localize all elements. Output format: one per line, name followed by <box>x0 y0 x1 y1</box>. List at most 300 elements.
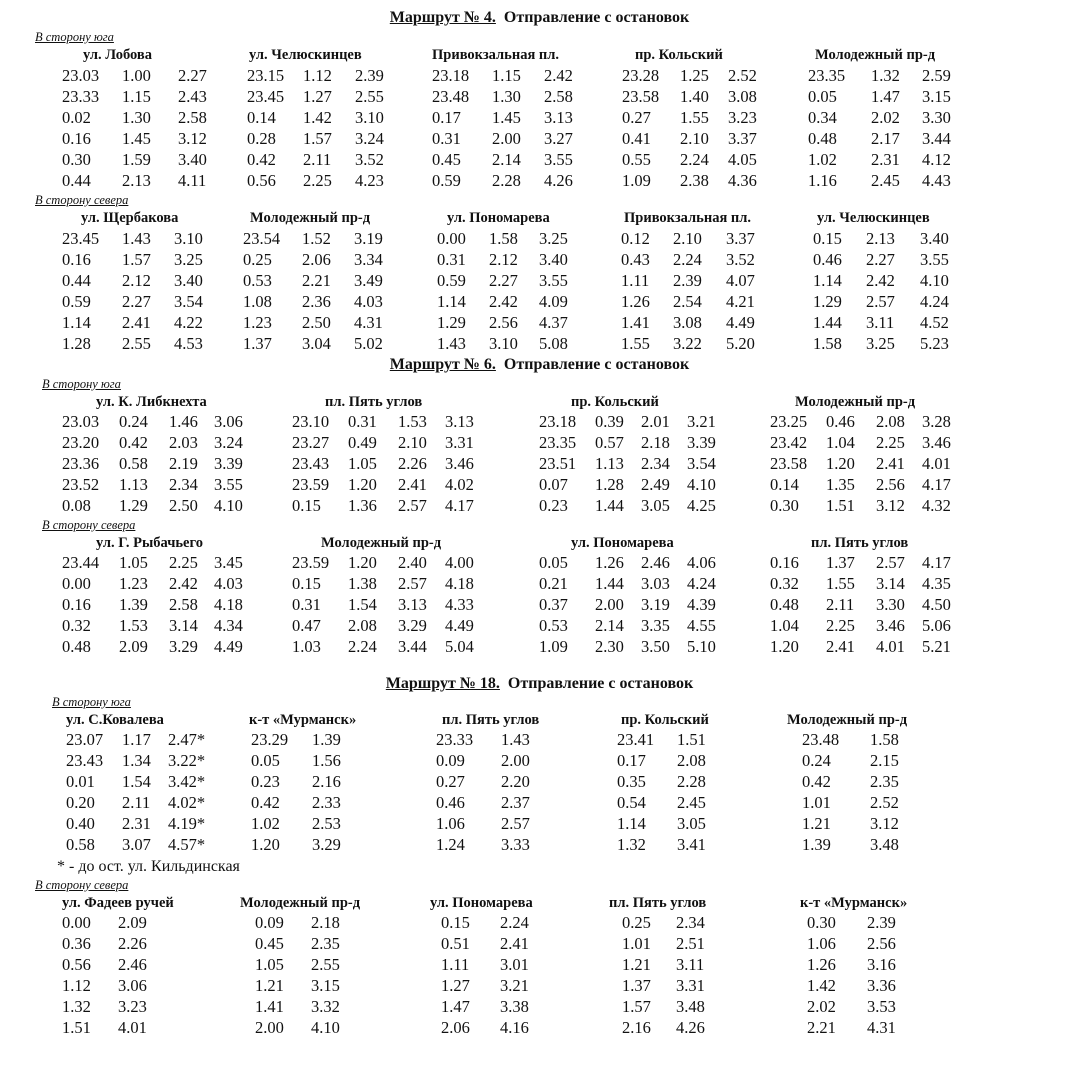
departure-time: 1.06 <box>436 814 465 833</box>
stop-name: Молодежный пр-д <box>795 394 916 410</box>
departure-time: 23.28 <box>622 66 660 85</box>
departure-time: 1.08 <box>243 292 272 311</box>
route-number: Маршрут № 18. <box>385 675 500 692</box>
departure-time: 0.51 <box>441 934 470 953</box>
departure-time: 1.57 <box>622 997 651 1016</box>
time-row <box>0 412 1079 433</box>
departure-time: 1.39 <box>802 835 831 854</box>
departure-time: 1.15 <box>492 66 521 85</box>
departure-time: 3.31 <box>676 976 705 995</box>
departure-time: 0.15 <box>292 496 321 515</box>
departure-time: 3.38 <box>500 997 529 1016</box>
departure-time: 2.27 <box>489 271 518 290</box>
departure-time: 2.52 <box>728 66 757 85</box>
departure-time: 1.15 <box>122 87 151 106</box>
departure-time: 0.25 <box>243 250 272 269</box>
departure-time: 0.00 <box>437 229 466 248</box>
departure-time: 1.26 <box>807 955 836 974</box>
departure-time: 2.06 <box>302 250 331 269</box>
departure-time: 2.47* <box>168 730 206 749</box>
departure-time: 3.15 <box>922 87 951 106</box>
departure-time: 23.41 <box>617 730 655 749</box>
departure-time: 3.23 <box>118 997 147 1016</box>
departure-time: 0.30 <box>807 913 836 932</box>
departure-time: 0.17 <box>617 751 646 770</box>
departure-time: 0.14 <box>247 108 276 127</box>
departure-time: 23.18 <box>539 412 577 431</box>
departure-time: 1.20 <box>348 475 377 494</box>
departure-time: 2.21 <box>807 1018 836 1037</box>
departure-time: 3.33 <box>501 835 530 854</box>
departure-time: 1.20 <box>348 553 377 572</box>
departure-time: 3.49 <box>354 271 383 290</box>
time-row <box>0 250 1079 271</box>
departure-time: 0.57 <box>595 433 624 452</box>
departure-time: 2.10 <box>673 229 702 248</box>
stop-name: ул. Г. Рыбачьего <box>96 535 203 551</box>
departure-time: 4.11 <box>178 171 207 190</box>
departure-time: 2.57 <box>398 574 427 593</box>
departure-time: 2.19 <box>169 454 198 473</box>
time-row <box>0 751 1079 772</box>
departure-time: 2.40 <box>398 553 427 572</box>
departure-time: 3.53 <box>867 997 896 1016</box>
departure-time: 1.11 <box>621 271 650 290</box>
stop-name: пр. Кольский <box>571 394 659 410</box>
direction-label: В сторону севера <box>42 518 136 532</box>
departure-time: 1.01 <box>802 793 831 812</box>
departure-time: 0.24 <box>802 751 831 770</box>
departure-time: 2.49 <box>641 475 670 494</box>
departure-time: 3.06 <box>118 976 147 995</box>
departure-time: 1.41 <box>621 313 650 332</box>
departure-time: 3.15 <box>311 976 340 995</box>
departure-time: 1.37 <box>243 334 272 353</box>
departure-time: 1.23 <box>119 574 148 593</box>
departure-time: 2.42 <box>489 292 518 311</box>
departure-time: 0.48 <box>808 129 837 148</box>
departure-time: 1.21 <box>802 814 831 833</box>
departure-time: 2.21 <box>302 271 331 290</box>
departure-time: 0.23 <box>539 496 568 515</box>
departure-time: 23.48 <box>802 730 840 749</box>
departure-time: 2.56 <box>876 475 905 494</box>
departure-time: 1.29 <box>437 313 466 332</box>
departure-time: 1.47 <box>871 87 900 106</box>
departure-time: 2.27 <box>178 66 207 85</box>
departure-time: 3.13 <box>544 108 573 127</box>
departure-time: 2.45 <box>677 793 706 812</box>
departure-time: 2.15 <box>870 751 899 770</box>
departure-time: 1.20 <box>826 454 855 473</box>
departure-time: 23.25 <box>770 412 808 431</box>
departure-time: 3.14 <box>876 574 905 593</box>
departure-time: 4.10 <box>311 1018 340 1037</box>
departure-time: 3.22 <box>673 334 702 353</box>
departure-time: 3.19 <box>641 595 670 614</box>
direction-label: В сторону севера <box>35 878 129 892</box>
departure-time: 2.45 <box>871 171 900 190</box>
departure-time: 23.48 <box>432 87 470 106</box>
departure-time: 4.39 <box>687 595 716 614</box>
departure-time: 5.08 <box>539 334 568 353</box>
departure-time: 3.46 <box>445 454 474 473</box>
departure-time: 23.45 <box>62 229 100 248</box>
departure-time: 0.36 <box>62 934 91 953</box>
departure-time: 3.55 <box>544 150 573 169</box>
departure-time: 2.14 <box>492 150 521 169</box>
route-number: Маршрут № 6. <box>389 356 496 373</box>
departure-time: 23.33 <box>436 730 474 749</box>
departure-time: 4.23 <box>355 171 384 190</box>
time-row <box>0 616 1079 637</box>
time-row <box>0 637 1079 658</box>
departure-time: 1.28 <box>62 334 91 353</box>
departure-time: 4.03 <box>354 292 383 311</box>
departure-time: 0.58 <box>66 835 95 854</box>
stop-name: Привокзальная пл. <box>432 47 560 63</box>
departure-time: 0.32 <box>62 616 91 635</box>
departure-time: 2.43 <box>178 87 207 106</box>
stop-name: ул. Челюскинцев <box>249 47 362 63</box>
departure-time: 1.46 <box>169 412 198 431</box>
departure-time: 1.17 <box>122 730 151 749</box>
departure-time: 3.31 <box>445 433 474 452</box>
departure-time: 2.42 <box>169 574 198 593</box>
departure-time: 1.54 <box>122 772 151 791</box>
departure-time: 4.49 <box>445 616 474 635</box>
departure-time: 1.05 <box>255 955 284 974</box>
departure-time: 0.42 <box>247 150 276 169</box>
departure-time: 1.03 <box>292 637 321 656</box>
departure-time: 1.27 <box>303 87 332 106</box>
stop-name: к-т «Мурманск» <box>249 712 357 728</box>
departure-time: 2.28 <box>492 171 521 190</box>
departure-time: 0.16 <box>62 595 91 614</box>
departure-time: 3.05 <box>641 496 670 515</box>
departure-time: 23.43 <box>66 751 104 770</box>
departure-time: 3.32 <box>311 997 340 1016</box>
departure-time: 1.44 <box>813 313 842 332</box>
departure-time: 2.35 <box>311 934 340 953</box>
departure-time: 1.32 <box>617 835 646 854</box>
departure-time: 1.36 <box>348 496 377 515</box>
departure-time: 23.18 <box>432 66 470 85</box>
departure-time: 2.24 <box>673 250 702 269</box>
departure-time: 23.44 <box>62 553 100 572</box>
departure-time: 2.50 <box>302 313 331 332</box>
departure-time: 2.46 <box>641 553 670 572</box>
time-row <box>0 108 1079 129</box>
departure-time: 23.54 <box>243 229 281 248</box>
departure-time: 0.48 <box>770 595 799 614</box>
departure-time: 0.56 <box>247 171 276 190</box>
departure-time: 2.57 <box>866 292 895 311</box>
departure-time: 3.35 <box>641 616 670 635</box>
departure-time: 2.24 <box>500 913 529 932</box>
departure-time: 4.17 <box>445 496 474 515</box>
departure-time: 0.55 <box>622 150 651 169</box>
departure-time: 5.10 <box>687 637 716 656</box>
departure-time: 3.12 <box>178 129 207 148</box>
departure-time: 2.25 <box>169 553 198 572</box>
departure-time: 3.54 <box>174 292 203 311</box>
departure-time: 0.35 <box>617 772 646 791</box>
departure-time: 3.54 <box>687 454 716 473</box>
departure-time: 3.12 <box>876 496 905 515</box>
departure-time: 0.31 <box>292 595 321 614</box>
departure-time: 4.18 <box>445 574 474 593</box>
departure-time: 0.20 <box>66 793 95 812</box>
departure-time: 0.39 <box>595 412 624 431</box>
time-row <box>0 496 1079 517</box>
departure-time: 4.01 <box>876 637 905 656</box>
departure-time: 3.19 <box>354 229 383 248</box>
departure-time: 4.49 <box>726 313 755 332</box>
stop-name: Молодежный пр-д <box>321 535 442 551</box>
departure-time: 2.03 <box>169 433 198 452</box>
time-row <box>0 150 1079 171</box>
departure-time: 5.20 <box>726 334 755 353</box>
departure-time: 1.29 <box>813 292 842 311</box>
departure-time: 2.57 <box>876 553 905 572</box>
departure-time: 1.51 <box>62 1018 91 1037</box>
departure-time: 1.13 <box>595 454 624 473</box>
time-row <box>0 730 1079 751</box>
departure-time: 23.45 <box>247 87 285 106</box>
departure-time: 3.29 <box>312 835 341 854</box>
departure-time: 3.01 <box>500 955 529 974</box>
departure-time: 2.34 <box>169 475 198 494</box>
departure-time: 2.08 <box>348 616 377 635</box>
departure-time: 4.24 <box>920 292 949 311</box>
departure-time: 4.53 <box>174 334 203 353</box>
departure-time: 1.09 <box>622 171 651 190</box>
departure-time: 3.25 <box>866 334 895 353</box>
departure-time: 1.45 <box>122 129 151 148</box>
departure-time: 1.44 <box>595 574 624 593</box>
departure-time: 0.31 <box>437 250 466 269</box>
departure-time: 1.28 <box>595 475 624 494</box>
departure-time: 23.51 <box>539 454 577 473</box>
departure-time: 2.55 <box>311 955 340 974</box>
departure-time: 0.24 <box>119 412 148 431</box>
departure-time: 1.39 <box>119 595 148 614</box>
departure-time: 3.55 <box>539 271 568 290</box>
departure-time: 5.23 <box>920 334 949 353</box>
departure-time: 1.21 <box>622 955 651 974</box>
time-row <box>0 913 1079 934</box>
departure-time: 3.07 <box>122 835 151 854</box>
departure-time: 1.27 <box>441 976 470 995</box>
departure-time: 4.00 <box>445 553 474 572</box>
departure-time: 0.46 <box>813 250 842 269</box>
departure-time: 3.05 <box>677 814 706 833</box>
departure-time: 0.32 <box>770 574 799 593</box>
departure-time: 3.48 <box>870 835 899 854</box>
departure-time: 3.10 <box>174 229 203 248</box>
time-row <box>0 129 1079 150</box>
departure-time: 4.50 <box>922 595 951 614</box>
departure-time: 2.39 <box>673 271 702 290</box>
departure-time: 4.25 <box>687 496 716 515</box>
departure-time: 2.10 <box>398 433 427 452</box>
departure-time: 4.05 <box>728 150 757 169</box>
departure-time: 0.05 <box>539 553 568 572</box>
departure-time: 3.44 <box>922 129 951 148</box>
departure-time: 1.53 <box>398 412 427 431</box>
departure-time: 23.03 <box>62 66 100 85</box>
departure-time: 23.43 <box>292 454 330 473</box>
departure-time: 1.43 <box>501 730 530 749</box>
departure-time: 2.30 <box>595 637 624 656</box>
departure-time: 1.56 <box>312 751 341 770</box>
departure-time: 1.37 <box>826 553 855 572</box>
departure-time: 1.12 <box>303 66 332 85</box>
departure-time: 2.35 <box>870 772 899 791</box>
departure-time: 3.36 <box>867 976 896 995</box>
departure-time: 2.27 <box>866 250 895 269</box>
departure-time: 1.54 <box>348 595 377 614</box>
departure-time: 23.35 <box>808 66 846 85</box>
departure-time: 1.55 <box>826 574 855 593</box>
departure-time: 1.00 <box>122 66 151 85</box>
departure-time: 1.02 <box>808 150 837 169</box>
departure-time: 0.59 <box>437 271 466 290</box>
time-row <box>0 171 1079 192</box>
departure-time: 2.09 <box>119 637 148 656</box>
route-title <box>0 9 1079 27</box>
departure-time: 3.40 <box>920 229 949 248</box>
departure-time: 4.21 <box>726 292 755 311</box>
departure-time: 0.15 <box>813 229 842 248</box>
departure-time: 4.17 <box>922 475 951 494</box>
departure-time: 3.10 <box>355 108 384 127</box>
departure-time: 3.37 <box>728 129 757 148</box>
footnote: * - до ост. ул. Кильдинская <box>57 858 240 875</box>
departure-time: 0.42 <box>251 793 280 812</box>
departure-time: 0.58 <box>119 454 148 473</box>
departure-time: 2.18 <box>311 913 340 932</box>
departure-time: 3.21 <box>687 412 716 431</box>
departure-time: 2.16 <box>312 772 341 791</box>
departure-time: 2.57 <box>398 496 427 515</box>
direction-label: В сторону юга <box>52 695 131 709</box>
departure-time: 0.09 <box>255 913 284 932</box>
departure-time: 1.05 <box>348 454 377 473</box>
departure-time: 3.13 <box>445 412 474 431</box>
departure-time: 1.32 <box>871 66 900 85</box>
departure-time: 3.55 <box>920 250 949 269</box>
stop-name: ул. Пономарева <box>571 535 674 551</box>
departure-time: 4.09 <box>539 292 568 311</box>
departure-time: 3.16 <box>867 955 896 974</box>
departure-time: 3.13 <box>398 595 427 614</box>
departure-time: 1.01 <box>622 934 651 953</box>
departure-time: 23.27 <box>292 433 330 452</box>
departure-time: 2.24 <box>680 150 709 169</box>
departure-time: 23.10 <box>292 412 330 431</box>
departure-time: 4.31 <box>354 313 383 332</box>
departure-time: 0.46 <box>436 793 465 812</box>
departure-time: 3.39 <box>214 454 243 473</box>
departure-time: 23.59 <box>292 553 330 572</box>
departure-time: 2.09 <box>118 913 147 932</box>
departure-time: 4.07 <box>726 271 755 290</box>
departure-time: 1.09 <box>539 637 568 656</box>
departure-time: 3.10 <box>489 334 518 353</box>
departure-time: 1.43 <box>122 229 151 248</box>
departure-time: 4.26 <box>676 1018 705 1037</box>
departure-time: 2.56 <box>867 934 896 953</box>
departure-time: 3.28 <box>922 412 951 431</box>
departure-time: 0.27 <box>622 108 651 127</box>
departure-time: 3.24 <box>355 129 384 148</box>
departure-time: 3.40 <box>539 250 568 269</box>
departure-time: 1.02 <box>251 814 280 833</box>
departure-time: 3.52 <box>355 150 384 169</box>
departure-time: 0.30 <box>770 496 799 515</box>
departure-time: 3.03 <box>641 574 670 593</box>
departure-time: 2.02 <box>871 108 900 127</box>
departure-time: 2.39 <box>867 913 896 932</box>
departure-time: 0.28 <box>247 129 276 148</box>
departure-time: 3.30 <box>922 108 951 127</box>
departure-time: 1.58 <box>870 730 899 749</box>
departure-time: 1.35 <box>826 475 855 494</box>
departure-time: 3.11 <box>676 955 705 974</box>
departure-time: 1.53 <box>119 616 148 635</box>
stop-name: пл. Пять углов <box>811 535 909 551</box>
time-row <box>0 271 1079 292</box>
departure-time: 1.39 <box>312 730 341 749</box>
departure-time: 1.29 <box>119 496 148 515</box>
stop-name: пл. Пять углов <box>442 712 540 728</box>
departure-time: 1.51 <box>677 730 706 749</box>
departure-time: 4.01 <box>922 454 951 473</box>
departure-time: 1.20 <box>770 637 799 656</box>
departure-time: 0.45 <box>432 150 461 169</box>
departure-time: 4.52 <box>920 313 949 332</box>
direction-label: В сторону юга <box>42 377 121 391</box>
departure-time: 1.26 <box>595 553 624 572</box>
departure-time: 2.31 <box>122 814 151 833</box>
departure-time: 2.50 <box>169 496 198 515</box>
departure-time: 2.34 <box>676 913 705 932</box>
departure-time: 2.17 <box>871 129 900 148</box>
route-title <box>0 675 1079 693</box>
departure-time: 3.08 <box>673 313 702 332</box>
departure-time: 2.13 <box>122 171 151 190</box>
departure-time: 1.14 <box>617 814 646 833</box>
route-subtitle: Отправление с остановок <box>503 356 690 373</box>
departure-time: 1.43 <box>437 334 466 353</box>
departure-time: 0.16 <box>62 250 91 269</box>
departure-time: 4.22 <box>174 313 203 332</box>
departure-time: 1.42 <box>303 108 332 127</box>
departure-time: 2.54 <box>673 292 702 311</box>
departure-time: 4.31 <box>867 1018 896 1037</box>
route-title <box>0 356 1079 374</box>
stop-name: ул. Щербакова <box>81 210 179 226</box>
departure-time: 5.02 <box>354 334 383 353</box>
departure-time: 2.12 <box>489 250 518 269</box>
departure-time: 2.57 <box>501 814 530 833</box>
departure-time: 3.40 <box>178 150 207 169</box>
departure-time: 2.58 <box>178 108 207 127</box>
departure-time: 2.39 <box>355 66 384 85</box>
departure-time: 1.23 <box>243 313 272 332</box>
